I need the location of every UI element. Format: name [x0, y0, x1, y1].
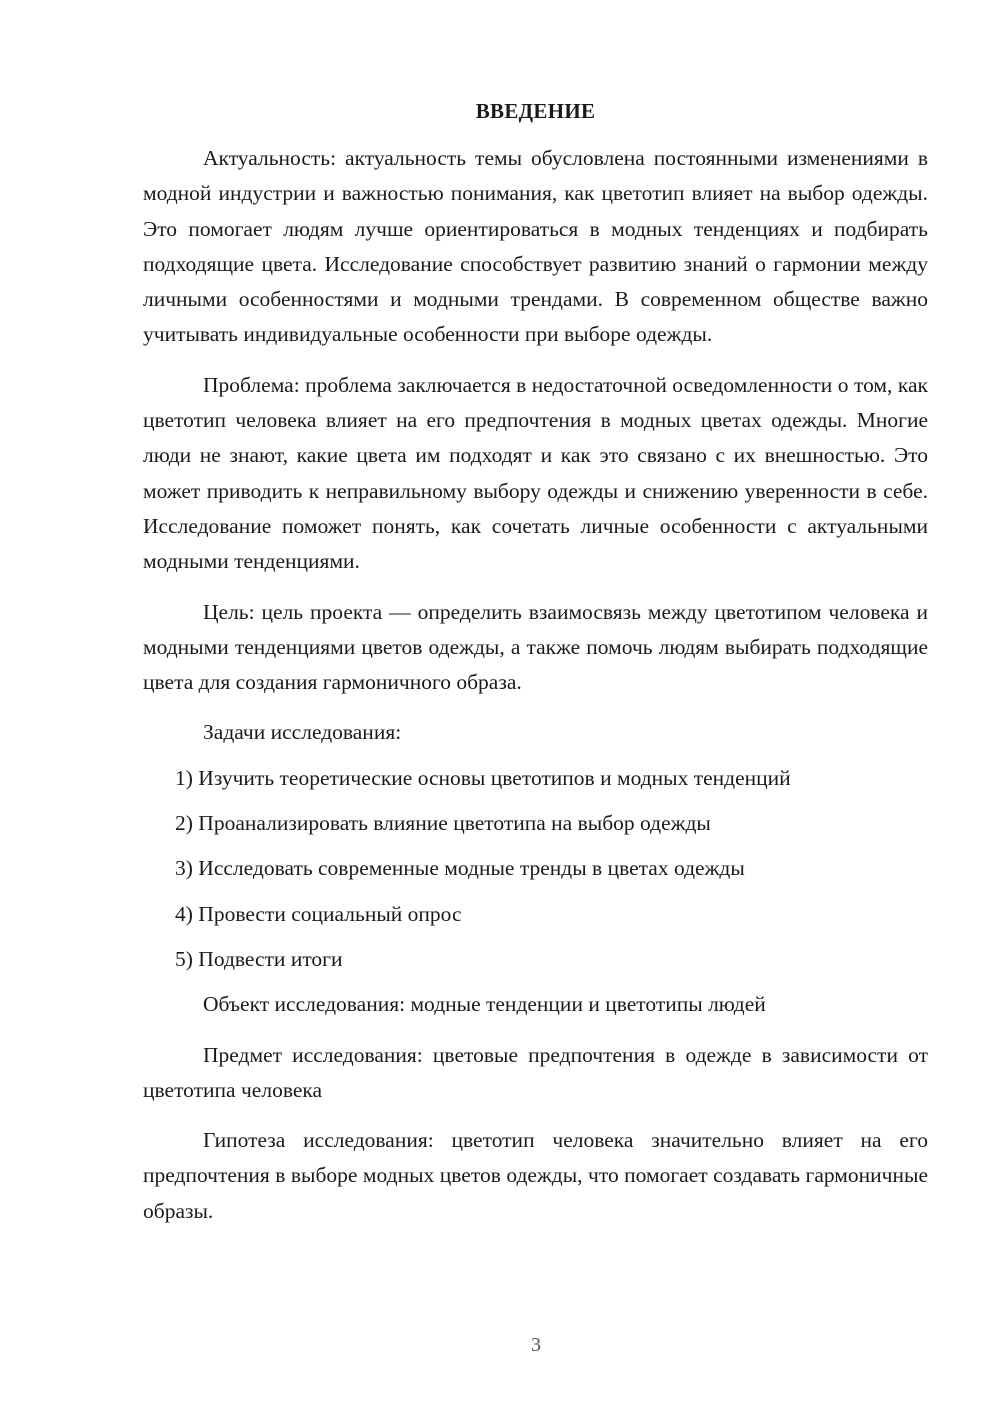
list-item [143, 942, 928, 977]
paragraph-object: Объект исследования: модные тенденции и цветотипы людей [203, 992, 766, 1017]
list-item [143, 897, 928, 932]
paragraph-relevance: Актуальность: актуальность темы обусловлена постоянными изменениями в модной индустрии и важностью понимания, как цветотип влияет на выбор одежды. Это помогает людям лучше ориентироваться в модных тенденциях и подбирать подходящие цвета. Исследование способствует развитию знаний о гармонии между личными особенностями и модными трендами. В современном обществе важно учитывать индивидуальные особенности при выборе одежды. [143, 146, 928, 347]
tasks-heading: Задачи исследования: [203, 720, 402, 745]
paragraph-goal: Цель: цель проекта — определить взаимосвязь между цветотипом человека и модными тенденциями цветов одежды, а также помочь людям выбирать подходящие цвета для создания гармоничного образа. [143, 599, 928, 695]
paragraph-subject: Предмет исследования: цветовые предпочтения в одежде в зависимости от цветотипа человека [143, 1042, 928, 1102]
task-number: 2) [175, 811, 193, 836]
task-text: Исследовать современные модные тренды в цветах одежды [198, 856, 745, 881]
task-list [143, 761, 928, 977]
task-number: 3) [175, 856, 193, 881]
task-number: 4) [175, 901, 193, 926]
page-number: 3 [531, 1334, 541, 1356]
task-number: 5) [175, 946, 193, 971]
task-text: Провести социальный опрос [198, 901, 462, 926]
list-item [143, 806, 928, 841]
task-text: Подвести итоги [198, 946, 343, 971]
list-item [143, 761, 928, 796]
document-page [143, 95, 928, 1244]
page-title: ВВЕДЕНИЕ [475, 99, 596, 123]
paragraph-hypothesis: Гипотеза исследования: цветотип человека значительно влияет на его предпочтения в выборе модных цветов одежды, что помогает создавать гармоничные образы. [143, 1128, 928, 1223]
task-text: Проанализировать влияние цветотипа на выбор одежды [198, 811, 711, 836]
paragraph-problem: Проблема: проблема заключается в недостаточной осведомленности о том, как цветотип человека влияет на его предпочтения в модных цветах одежды. Многие люди не знают, какие цвета им подходят и как это связано с их внешностью. Это может приводить к неправильному выбору одежды и снижению уверенности в себе. Исследование поможет понять, как сочетать личные особенности с актуальными модными тенденциями. [143, 372, 928, 574]
list-item [143, 851, 928, 886]
task-number: 1) [175, 765, 193, 790]
task-text: Изучить теоретические основы цветотипов и модных тенденций [198, 765, 791, 790]
